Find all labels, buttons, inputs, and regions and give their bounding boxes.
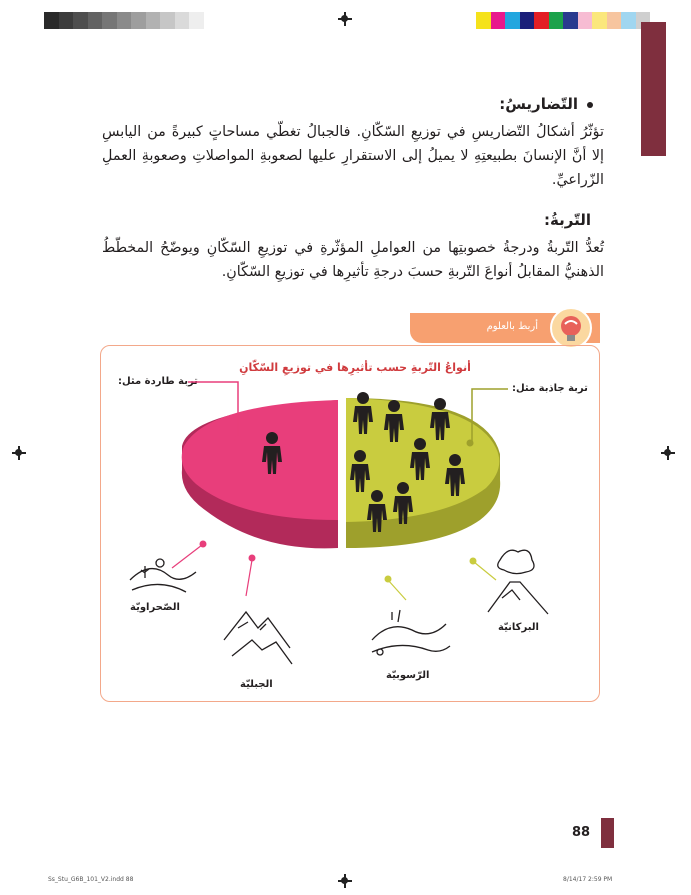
terrain-paragraph: تؤثّرُ أشكالُ التّضاريسِ في توزيعِ السّكّانِ. فالجبالُ تغطّي مساحاتٍ كبيرةً من اليابسِ إلا أنَّ الإنسانَ بطبيعتِهِ لا يميلُ إلى الاستقرارِ عليها لصعوبةِ المواصلاتِ وصعوبةِ العملِ الزّراعيِّ. <box>102 124 604 188</box>
volcanic-dot <box>470 558 477 565</box>
attracting-soil-label: تربة جاذبة مثل: <box>512 383 588 394</box>
repelling-dot <box>235 436 242 443</box>
repelling-pie-slice <box>182 400 338 548</box>
mountain-soil-label: الجبليّة <box>240 679 273 690</box>
page-number: 88 <box>572 825 591 840</box>
mountain-dot <box>249 555 256 562</box>
page-number-tab <box>601 818 614 848</box>
mountain-landscape-icon <box>224 612 292 664</box>
date-info: 8/14/17 2:59 PM <box>563 876 613 883</box>
diagram-title: أنواعُ التّربةِ حسب تأثيرِها في توزيعِ السّكّانِ <box>239 361 471 374</box>
volcanic-soil-label: البركانيّة <box>498 622 539 633</box>
repelling-soil-label: تربة طاردة مثل: <box>118 376 198 387</box>
alluvial-dot <box>385 576 392 583</box>
desert-dot <box>200 541 207 548</box>
alluvial-soil-label: الرّسوبيّة <box>386 670 430 681</box>
soil-heading: التّربةُ: <box>544 211 591 229</box>
volcano-landscape-icon <box>488 550 548 614</box>
desert-landscape-icon <box>130 559 196 592</box>
link-banner-label: أربط بالعلوم <box>486 321 538 332</box>
terrain-heading-text: التّضاريسُ: <box>499 95 578 113</box>
attracting-dot <box>467 440 474 447</box>
alluvial-landscape-icon <box>372 610 450 655</box>
soil-paragraph: تُعدُّ التّربةُ ودرجةُ خصوبتِها من العواملِ المؤثّرةِ في توزيعِ السّكّانِ ويوضّحُ المخطّطُ الذهنيُّ المقابلُ أنواعَ التّربةِ حسبَ درجةِ تأثيرِها في توزيعِ السّكّانِ. <box>102 240 604 280</box>
desert-soil-label: الصّحراويّة <box>130 602 180 613</box>
file-info: Ss_Stu_G6B_101_V2.indd 88 <box>48 876 134 883</box>
